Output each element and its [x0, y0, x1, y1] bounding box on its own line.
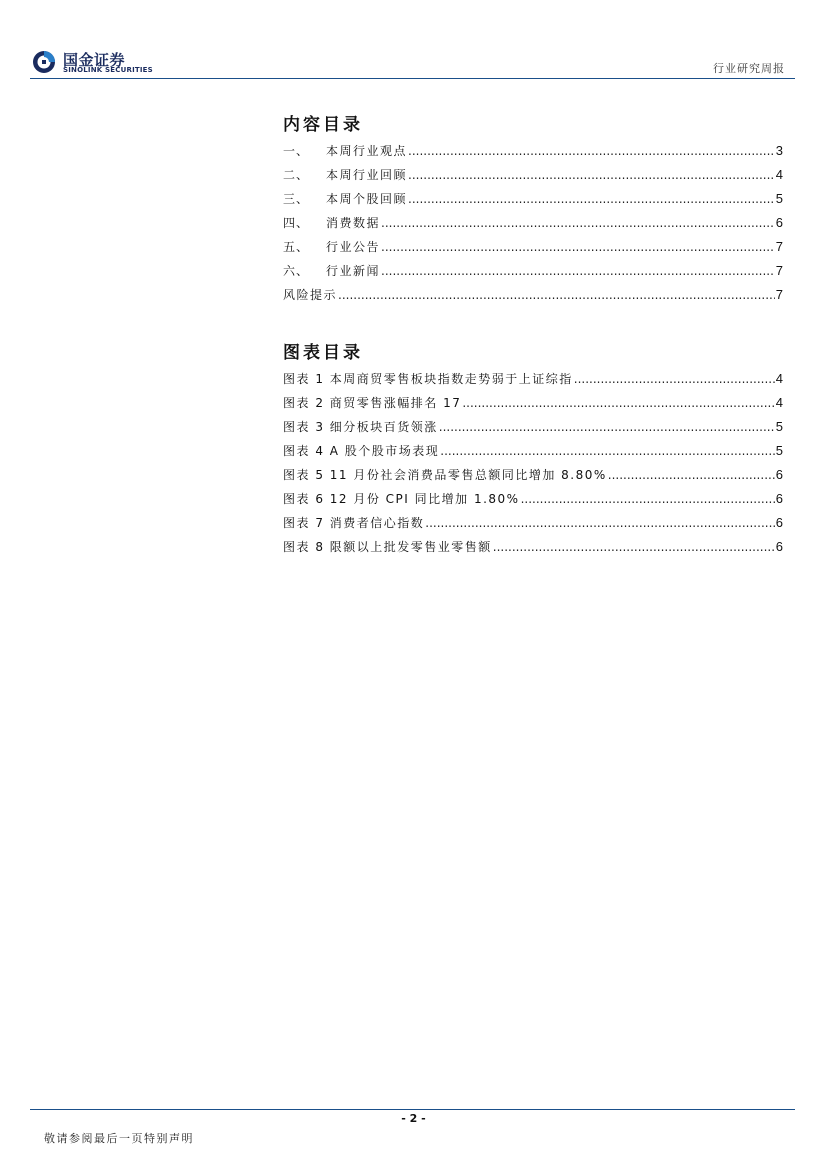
toc-item-label: 消费数据 [326, 216, 381, 230]
dot-leader [439, 420, 775, 434]
contents-list [283, 142, 783, 310]
report-type: 行业研究周报 [713, 62, 785, 75]
toc-item[interactable] [283, 262, 783, 286]
dot-leader [381, 216, 775, 230]
logo-chinese-text: 国金证券 [63, 51, 126, 69]
toc-item[interactable] [283, 214, 783, 238]
toc-item-number: 三、 [283, 192, 310, 206]
dot-leader [381, 240, 775, 254]
figure-item-label: 图表 6 12 月份 CPI 同比增加 1.80% [283, 492, 520, 506]
figure-item[interactable] [283, 442, 783, 466]
figure-item-label: 图表 4 A 股个股市场表现 [283, 444, 440, 458]
figure-item[interactable] [283, 514, 783, 538]
dot-leader [408, 192, 775, 206]
toc-item-number: 四、 [283, 216, 310, 230]
figure-item[interactable] [283, 466, 783, 490]
figure-item-page: 6 [775, 539, 783, 554]
disclaimer-note: 敬请参阅最后一页特别声明 [44, 1132, 194, 1145]
figure-item-page: 4 [775, 395, 783, 410]
toc-item-label: 本周行业观点 [326, 144, 408, 158]
toc-item[interactable] [283, 286, 783, 310]
figure-item[interactable] [283, 394, 783, 418]
figure-item-page: 4 [775, 371, 783, 386]
figure-item-page: 6 [775, 515, 783, 530]
toc-item-number: 一、 [283, 144, 310, 158]
toc-item[interactable] [283, 190, 783, 214]
toc-item[interactable] [283, 166, 783, 190]
toc-item[interactable] [283, 142, 783, 166]
logo-english-text: SINOLINK SECURITIES [63, 66, 153, 74]
header-divider [30, 78, 795, 79]
figure-item-page: 6 [775, 491, 783, 506]
toc-item-number: 二、 [283, 168, 310, 182]
figure-item-label: 图表 2 商贸零售涨幅排名 17 [283, 396, 462, 410]
toc-item-page: 7 [775, 239, 783, 254]
figure-item[interactable] [283, 370, 783, 394]
toc-item-page: 7 [775, 287, 783, 302]
footer-divider [30, 1109, 795, 1110]
toc-item-label: 风险提示 [283, 288, 338, 302]
dot-leader [493, 540, 775, 554]
toc-item-page: 4 [775, 167, 783, 182]
dot-leader [608, 468, 775, 482]
figure-item[interactable] [283, 538, 783, 562]
toc-item-number: 六、 [283, 264, 310, 278]
page-number: - 2 - [401, 1112, 426, 1125]
dot-leader [425, 516, 775, 530]
toc-item-label: 本周行业回顾 [326, 168, 408, 182]
figure-item-page: 5 [775, 443, 783, 458]
toc-item-page: 5 [775, 191, 783, 206]
page-header [30, 44, 795, 78]
figure-item[interactable] [283, 490, 783, 514]
dot-leader [440, 444, 774, 458]
toc-item-label: 行业公告 [326, 240, 381, 254]
dot-leader [381, 264, 775, 278]
figure-item-label: 图表 5 11 月份社会消费品零售总额同比增加 8.80% [283, 468, 607, 482]
figures-list [283, 370, 783, 562]
company-logo [30, 44, 160, 78]
figure-item[interactable] [283, 418, 783, 442]
toc-item-page: 7 [775, 263, 783, 278]
toc-item-page: 6 [775, 215, 783, 230]
figure-item-label: 图表 3 细分板块百货领涨 [283, 420, 438, 434]
figure-item-label: 图表 8 限额以上批发零售业零售额 [283, 540, 492, 554]
figure-item-label: 图表 1 本周商贸零售板块指数走势弱于上证综指 [283, 372, 573, 386]
dot-leader [462, 396, 774, 410]
dot-leader [408, 168, 775, 182]
contents-title: 内容目录 [283, 115, 363, 135]
toc-item-label: 本周个股回顾 [326, 192, 408, 206]
toc-item[interactable] [283, 238, 783, 262]
figure-item-page: 6 [775, 467, 783, 482]
figure-item-label: 图表 7 消费者信心指数 [283, 516, 425, 530]
dot-leader [574, 372, 775, 386]
figure-item-page: 5 [775, 419, 783, 434]
toc-item-number: 五、 [283, 240, 310, 254]
dot-leader [408, 144, 775, 158]
toc-item-label: 行业新闻 [326, 264, 381, 278]
dot-leader [338, 288, 775, 302]
dot-leader [521, 492, 775, 506]
logo-mark-icon [32, 50, 56, 74]
toc-item-page: 3 [775, 143, 783, 158]
figures-title: 图表目录 [283, 343, 363, 363]
